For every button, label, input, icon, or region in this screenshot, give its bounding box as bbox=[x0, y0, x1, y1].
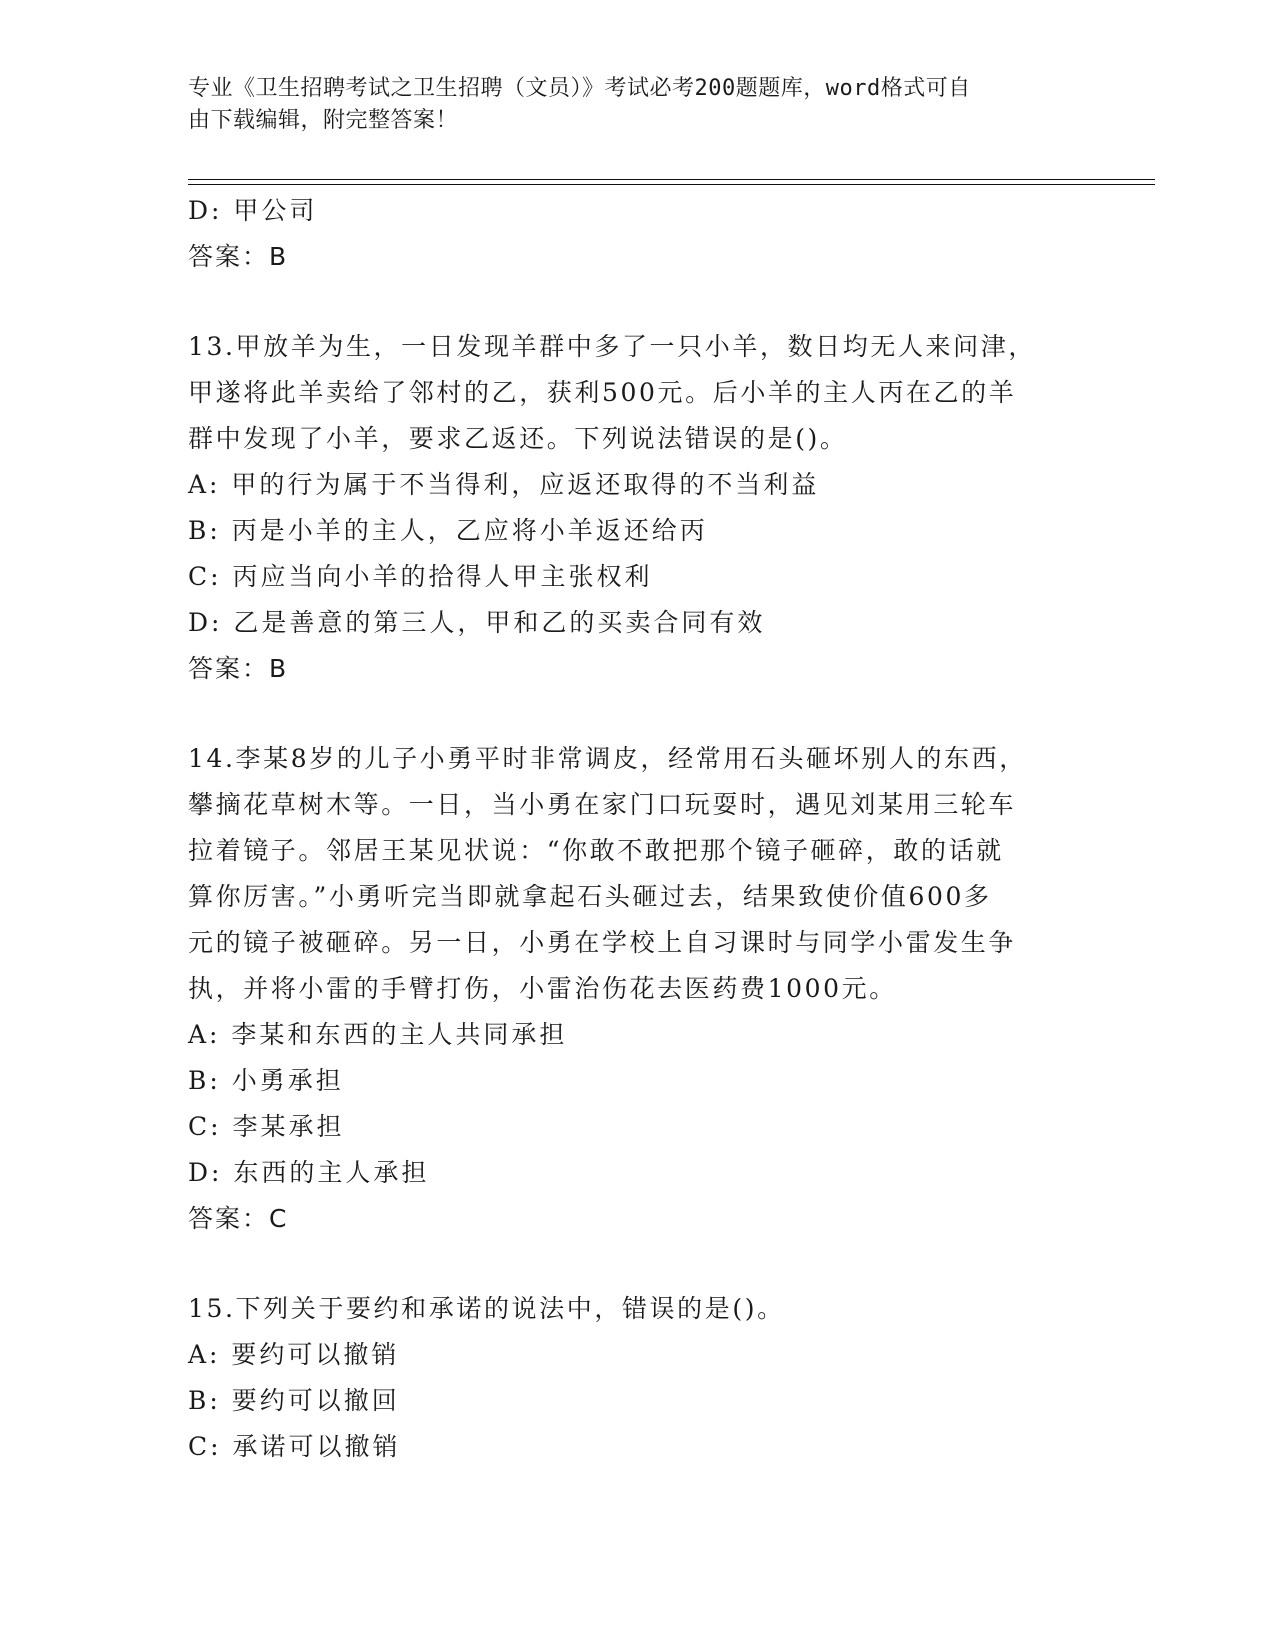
spacer bbox=[188, 692, 1068, 736]
spacer bbox=[188, 280, 1068, 324]
document-header bbox=[188, 73, 1068, 137]
question-13 bbox=[188, 324, 1068, 692]
stem-line: 甲遂将此羊卖给了邻村的乙，获利500元。后小羊的主人丙在乙的羊 bbox=[188, 378, 1017, 407]
option-d: D: 东西的主人承担 bbox=[188, 1158, 430, 1187]
stem-line: 15.下列关于要约和承诺的说法中，错误的是()。 bbox=[188, 1294, 785, 1323]
option-c: C: 承诺可以撤销 bbox=[188, 1432, 401, 1461]
option-d: D: 甲公司 bbox=[188, 196, 318, 225]
option-c: C: 丙应当向小羊的拾得人甲主张权利 bbox=[188, 562, 653, 591]
option-b: B: 丙是小羊的主人，乙应将小羊返还给丙 bbox=[188, 516, 708, 545]
header-line-2: 由下载编辑，附完整答案！ bbox=[188, 108, 459, 133]
option-b: B: 小勇承担 bbox=[188, 1066, 344, 1095]
answer-line: 答案：C bbox=[188, 1204, 289, 1233]
question-stem bbox=[188, 736, 1068, 1012]
answer-line: 答案：B bbox=[188, 654, 289, 683]
stem-line: 13.甲放羊为生，一日发现羊群中多了一只小羊，数日均无人来问津， bbox=[188, 332, 1036, 361]
header-line-1: 专业《卫生招聘考试之卫生招聘（文员）》考试必考200题题库，word格式可自 bbox=[188, 76, 971, 101]
question-stem bbox=[188, 1286, 1068, 1332]
stem-line: 拉着镜子。邻居王某见状说：“你敢不敢把那个镜子砸碎，敢的话就 bbox=[188, 836, 1004, 865]
answer-line: 答案：B bbox=[188, 242, 289, 271]
document-body bbox=[188, 188, 1068, 1470]
stem-line: 执，并将小雷的手臂打伤，小雷治伤花去医药费1000元。 bbox=[188, 974, 897, 1003]
question-15 bbox=[188, 1286, 1068, 1470]
header-divider-top bbox=[188, 179, 1155, 180]
stem-line: 群中发现了小羊，要求乙返还。下列说法错误的是()。 bbox=[188, 424, 848, 453]
header-divider-bottom bbox=[188, 184, 1155, 185]
spacer bbox=[188, 1242, 1068, 1286]
stem-line: 14.李某8岁的儿子小勇平时非常调皮，经常用石头砸坏别人的东西， bbox=[188, 744, 1027, 773]
stem-line: 攀摘花草树木等。一日，当小勇在家门口玩耍时，遇见刘某用三轮车 bbox=[188, 790, 1017, 819]
option-d: D: 乙是善意的第三人，甲和乙的买卖合同有效 bbox=[188, 608, 766, 637]
option-a: A: 要约可以撤销 bbox=[188, 1340, 400, 1369]
option-a: A: 甲的行为属于不当得利，应返还取得的不当利益 bbox=[188, 470, 820, 499]
option-b: B: 要约可以撤回 bbox=[188, 1386, 400, 1415]
question-14 bbox=[188, 736, 1068, 1242]
option-a: A: 李某和东西的主人共同承担 bbox=[188, 1020, 568, 1049]
option-c: C: 李某承担 bbox=[188, 1112, 345, 1141]
question-stem bbox=[188, 324, 1068, 462]
stem-line: 算你厉害。”小勇听完当即就拿起石头砸过去，结果致使价值600多 bbox=[188, 882, 992, 911]
stem-line: 元的镜子被砸碎。另一日，小勇在学校上自习课时与同学小雷发生争 bbox=[188, 928, 1017, 957]
